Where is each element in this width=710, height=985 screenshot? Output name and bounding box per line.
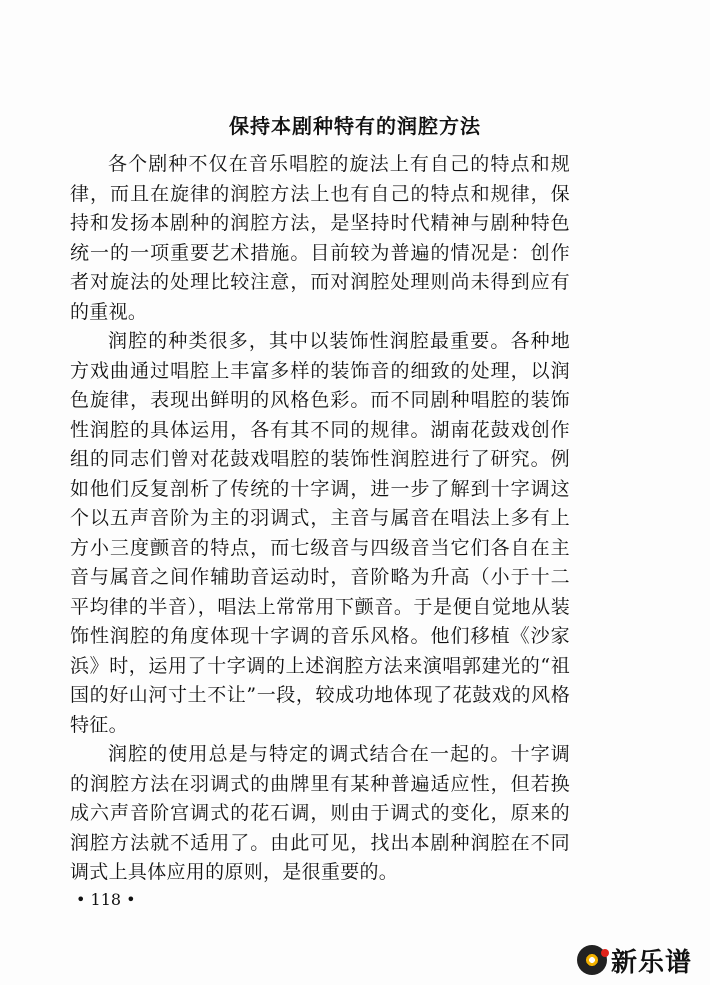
paragraph-2: 润腔的种类很多，其中以装饰性润腔最重要。各种地方戏曲通过唱腔上丰富多样的装饰音的细致的处理，以润色旋律，表现出鲜明的风格色彩。而不同剧种唱腔的装饰性润腔的具体运用，各有其不同的规律。湖南花鼓戏创作组的同志们曾对花鼓戏唱腔的装饰性润腔进行了研究。例如他们反复剖析了传统的十字调，进一步了解到十字调这个以五声音阶为主的羽调式，主音与属音在唱法上多有上方小三度颤音的特点，而七级音与四级音当它们各自在主音与属音之间作辅助音运动时，音阶略为升高（小于十二平均律的半音），唱法上常常用下颤音。于是便自觉地从装饰性润腔的角度体现十字调的音乐风格。他们移植《沙家浜》时，运用了十字调的上述润腔方法来演唱郭建光的“祖国的好山河寸土不让”一段，较成功地体现了花鼓戏的风格特征。 — [70, 330, 570, 736]
section-title: 保持本剧种特有的润腔方法 — [229, 114, 481, 138]
body-text — [70, 150, 570, 888]
vinyl-disc-icon — [577, 945, 607, 975]
watermark-text: 新乐谱 — [611, 947, 693, 978]
watermark-logo — [577, 942, 692, 978]
paragraph-1: 各个剧种不仅在音乐唱腔的旋法上有自己的特点和规律，而且在旋律的润腔方法上也有自己的特点和规律，保持和发扬本剧种的润腔方法，是坚持时代精神与剧种特色统一的一项重要艺术措施。目前较为普遍的情况是：创作者对旋法的处理比较注意，而对润腔处理则尚未得到应有的重视。 — [70, 153, 570, 323]
page-number: • 118 • — [76, 890, 136, 909]
paragraph-3: 润腔的使用总是与特定的调式结合在一起的。十字调的润腔方法在羽调式的曲牌里有某种普遍适应性，但若换成六声音阶宫调式的花石调，则由于调式的变化，原来的润腔方法就不适用了。由此可见，找出本剧种润腔在不同调式上具体应用的原则，是很重要的。 — [70, 743, 570, 883]
